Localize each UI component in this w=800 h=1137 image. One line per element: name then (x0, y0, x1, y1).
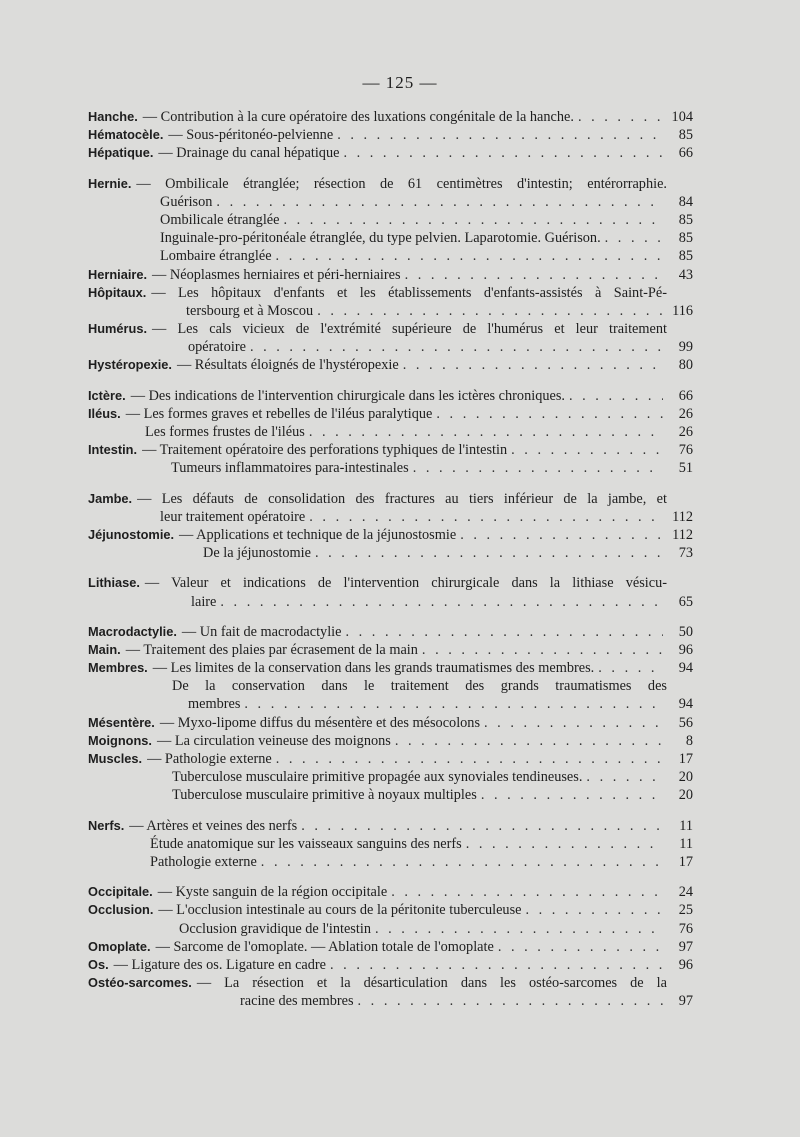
index-text: Inguinale-pro-péritonéale étranglée, du type pelvien. Laparotomie. Guérison. (160, 230, 601, 247)
index-text: Tumeurs inflammatoires para-intestinales (171, 460, 409, 477)
index-text: racine des membres (240, 993, 354, 1010)
dot-leader (525, 901, 663, 919)
page-reference: 26 (678, 405, 693, 422)
page-reference: 66 (678, 387, 693, 404)
index-term: Jambe. (88, 490, 133, 506)
index-entry (88, 526, 693, 544)
index-entry (88, 338, 693, 356)
index-text: — L'occlusion intestinale au cours de la péritonite tuberculeuse (158, 902, 522, 919)
dot-leader (391, 883, 663, 901)
index-term: Hépatique. (88, 145, 154, 161)
dot-leader (436, 405, 663, 423)
index-entry (88, 817, 693, 835)
page-reference: 97 (678, 938, 693, 955)
index-term: Hôpitaux. (88, 284, 147, 300)
section-gap (88, 871, 693, 883)
index-entry (88, 677, 693, 695)
index-entry (88, 714, 693, 732)
page-reference: 76 (678, 442, 693, 459)
dot-leader (358, 992, 663, 1010)
page-number: — 125 — (362, 73, 438, 92)
index-text: Guérison (160, 193, 213, 210)
dot-leader (422, 641, 663, 659)
index-entry (88, 750, 693, 768)
index-term: Intestin. (88, 442, 138, 458)
page-reference: 17 (678, 853, 693, 870)
index-term: Mésentère. (88, 714, 155, 730)
page-reference: 50 (678, 623, 693, 640)
index-text: membres (188, 696, 241, 713)
index-term: Main. (88, 641, 121, 657)
index-entry (88, 835, 693, 853)
index-entry (88, 405, 693, 423)
index-entry (88, 641, 693, 659)
index-text: leur traitement opératoire (160, 508, 306, 525)
page-reference: 112 (672, 526, 693, 543)
dot-leader (498, 938, 663, 956)
index-entry (88, 623, 693, 641)
index-entry (88, 284, 693, 302)
page-reference: 76 (678, 920, 693, 937)
index-text: — Sarcome de l'omoplate. — Ablation totale de l'omoplate (155, 938, 494, 955)
index-text: — Applications et technique de la jéjunostosmie (179, 526, 457, 543)
index-entry (88, 853, 693, 871)
page-reference: 104 (671, 109, 693, 125)
index-text: — La circulation veineuse des moignons (156, 732, 391, 749)
index-term: Ostéo-sarcomes. (88, 975, 192, 991)
index-text: — Ligature des os. Ligature en cadre (113, 956, 327, 973)
index-term: Muscles. (88, 751, 143, 766)
index-text: — Ombilicale étranglée; résection de 61 centimètres d'intestin; entérorraphie. (136, 175, 667, 192)
page-reference: 11 (679, 817, 693, 834)
index-text: Les formes frustes de l'iléus (145, 424, 305, 440)
index-text: Tuberculose musculaire primitive à noyaux multiples (172, 787, 477, 804)
dot-leader (605, 229, 663, 247)
section-gap (88, 562, 693, 574)
index-text: — Kyste sanguin de la région occipitale (157, 884, 388, 901)
page-reference: 116 (672, 302, 693, 319)
index-text: Lombaire étranglée (160, 248, 272, 265)
index-entry (88, 144, 693, 162)
index-entry (88, 974, 693, 992)
dot-leader (261, 853, 663, 871)
index-term: Macrodactylie. (88, 623, 177, 639)
index-entry (88, 574, 693, 592)
index-entry (88, 992, 693, 1010)
section-gap (88, 163, 693, 175)
dot-leader (481, 786, 663, 804)
page-reference: 80 (678, 357, 693, 374)
index-entry (88, 938, 693, 956)
index-term: Hématocèle. (88, 127, 164, 143)
index-term: Omoplate. (88, 938, 151, 954)
index-text: — Des indications de l'intervention chirurgicale dans les ictères chroniques. (130, 387, 565, 404)
dot-leader (586, 768, 663, 786)
dot-leader (598, 659, 663, 677)
index-text: — Traitement des plaies par écrasement de la main (125, 641, 418, 658)
dot-leader (405, 266, 663, 284)
index-text: — Néoplasmes herniaires et péri-herniaires (152, 266, 401, 283)
dot-leader (569, 387, 663, 405)
index-entry (88, 695, 693, 713)
index-term: Os. (88, 956, 109, 972)
dot-leader (276, 750, 663, 768)
page-reference: 84 (678, 193, 693, 210)
index-entry (88, 786, 693, 804)
index-entry (88, 920, 693, 938)
index-entry (88, 883, 693, 901)
dot-leader (466, 835, 663, 853)
page-reference: 73 (678, 545, 693, 562)
index-text: Occlusion gravidique de l'intestin (179, 920, 371, 937)
index-text: tersbourg et à Moscou (186, 302, 314, 319)
index-term: Iléus. (88, 405, 121, 421)
page-reference: 85 (678, 211, 693, 228)
index-term: Ictère. (88, 387, 126, 403)
section-gap (88, 478, 693, 490)
dot-leader (395, 732, 663, 750)
page-reference: 99 (678, 339, 693, 356)
index-text: Ombilicale étranglée (160, 211, 280, 228)
dot-leader (250, 338, 663, 356)
index-term: Nerfs. (88, 817, 125, 833)
section-gap (88, 805, 693, 817)
index-term: Occlusion. (88, 902, 154, 918)
index-text: — Les formes graves et rebelles de l'iléus paralytique (125, 405, 433, 422)
index-entry (88, 126, 693, 144)
page-reference: 17 (678, 751, 693, 767)
index-text: Tuberculose musculaire primitive propagée aux synoviales tendineuses. (172, 769, 583, 786)
index-term: Hernie. (88, 175, 132, 191)
index-text: — Valeur et indications de l'intervention chirurgicale dans la lithiase vésicu- (144, 575, 667, 592)
index-entry (88, 508, 693, 526)
dot-leader (244, 695, 663, 713)
index-text: — Artères et veines des nerfs (129, 817, 298, 834)
index-text: — Un fait de macrodactylie (181, 623, 342, 640)
page-reference: 25 (678, 902, 693, 919)
index-term: Jéjunostomie. (88, 526, 175, 542)
dot-leader (484, 714, 663, 732)
page-reference: 20 (678, 769, 693, 786)
dot-leader (309, 423, 663, 441)
dot-leader (413, 459, 663, 477)
index-entry (88, 593, 693, 611)
section-gap (88, 375, 693, 387)
section-gap (88, 611, 693, 623)
page-reference: 24 (678, 884, 693, 901)
index-entry (88, 387, 693, 405)
page-reference: 85 (678, 127, 693, 144)
index-entry (88, 320, 693, 338)
index-entry (88, 544, 693, 562)
dot-leader (317, 302, 663, 320)
dot-leader (309, 508, 663, 526)
page-reference: 96 (678, 956, 693, 973)
index-entry (88, 211, 693, 229)
dot-leader (511, 441, 663, 459)
index-entry (88, 193, 693, 211)
index-entry (88, 247, 693, 265)
index-entry (88, 901, 693, 919)
page-reference: 97 (678, 993, 693, 1010)
index-entry (88, 175, 693, 193)
page-reference: 96 (678, 641, 693, 658)
index-text: — Les défauts de consolidation des fractures au tiers inférieur de la jambe, et (137, 490, 667, 507)
page-reference: 8 (685, 732, 693, 749)
page-reference: 85 (678, 248, 693, 265)
dot-leader (343, 144, 663, 162)
index-entry (88, 423, 693, 441)
index-text: — Résultats éloignés de l'hystéropexie (176, 357, 399, 374)
index-text: De la jéjunostomie (203, 545, 311, 562)
dot-leader (301, 817, 663, 835)
page-reference: 65 (678, 593, 693, 610)
index-term: Lithiase. (88, 575, 140, 591)
index-term: Hystéropexie. (88, 357, 172, 373)
index-list (88, 108, 693, 1010)
page-reference: 43 (678, 266, 693, 283)
page-reference: 56 (678, 714, 693, 731)
page-reference: 20 (678, 787, 693, 804)
index-entry (88, 229, 693, 247)
index-entry (88, 490, 693, 508)
index-entry (88, 459, 693, 477)
page-reference: 94 (678, 660, 693, 677)
dot-leader (330, 956, 663, 974)
dot-leader (375, 920, 663, 938)
dot-leader (216, 193, 663, 211)
page-reference: 66 (678, 145, 693, 162)
index-entry (88, 659, 693, 677)
page-reference: 11 (679, 835, 693, 852)
index-entry (88, 441, 693, 459)
dot-leader (578, 108, 663, 126)
index-entry (88, 108, 693, 126)
index-term: Humérus. (88, 321, 148, 337)
index-text: — Myxo-lipome diffus du mésentère et des mésocolons (159, 714, 481, 731)
index-entry (88, 356, 693, 374)
index-text: — Les cals vicieux de l'extrémité supérieure de l'humérus et leur traitement (152, 321, 667, 338)
index-text: — Traitement opératoire des perforations typhiques de l'intestin (142, 442, 508, 459)
page-reference: 112 (672, 508, 693, 525)
index-text: — Les hôpitaux d'enfants et les établissements d'enfants-assistés à Saint-Pé- (151, 284, 667, 301)
dot-leader (220, 593, 663, 611)
index-entry (88, 266, 693, 284)
dot-leader (346, 623, 664, 641)
index-term: Herniaire. (88, 266, 148, 282)
dot-leader (460, 526, 663, 544)
index-text: — Pathologie externe (147, 751, 272, 767)
dot-leader (276, 247, 663, 265)
dot-leader (283, 211, 663, 229)
index-text: — Contribution à la cure opératoire des luxations congénitale de la hanche. (142, 109, 574, 125)
dot-leader (403, 356, 663, 374)
index-text: Étude anatomique sur les vaisseaux sanguins des nerfs (150, 835, 462, 852)
index-entry (88, 768, 693, 786)
index-entry (88, 956, 693, 974)
index-text: opératoire (188, 339, 246, 356)
page-reference: 85 (678, 230, 693, 247)
index-term: Occipitale. (88, 884, 153, 900)
dot-leader (315, 544, 663, 562)
page-reference: 26 (678, 424, 693, 440)
index-term: Moignons. (88, 732, 152, 748)
index-term: Membres. (88, 660, 148, 676)
index-text: laire (191, 593, 217, 610)
index-text: — Les limites de la conservation dans les grands traumatismes des membres. (152, 660, 595, 677)
index-text: — Drainage du canal hépatique (158, 145, 340, 162)
page-reference: 51 (678, 460, 693, 477)
index-text: De la conservation dans le traitement des grands traumatismes des (172, 678, 667, 695)
page-reference: 94 (678, 696, 693, 713)
dot-leader (337, 126, 663, 144)
index-text: — La résection et la désarticulation dans les ostéo-sarcomes de la (196, 975, 667, 992)
index-term: Hanche. (88, 109, 138, 124)
index-entry (88, 732, 693, 750)
index-text: Pathologie externe (150, 853, 257, 870)
index-entry (88, 302, 693, 320)
index-text: — Sous-péritonéo-pelvienne (168, 127, 334, 144)
